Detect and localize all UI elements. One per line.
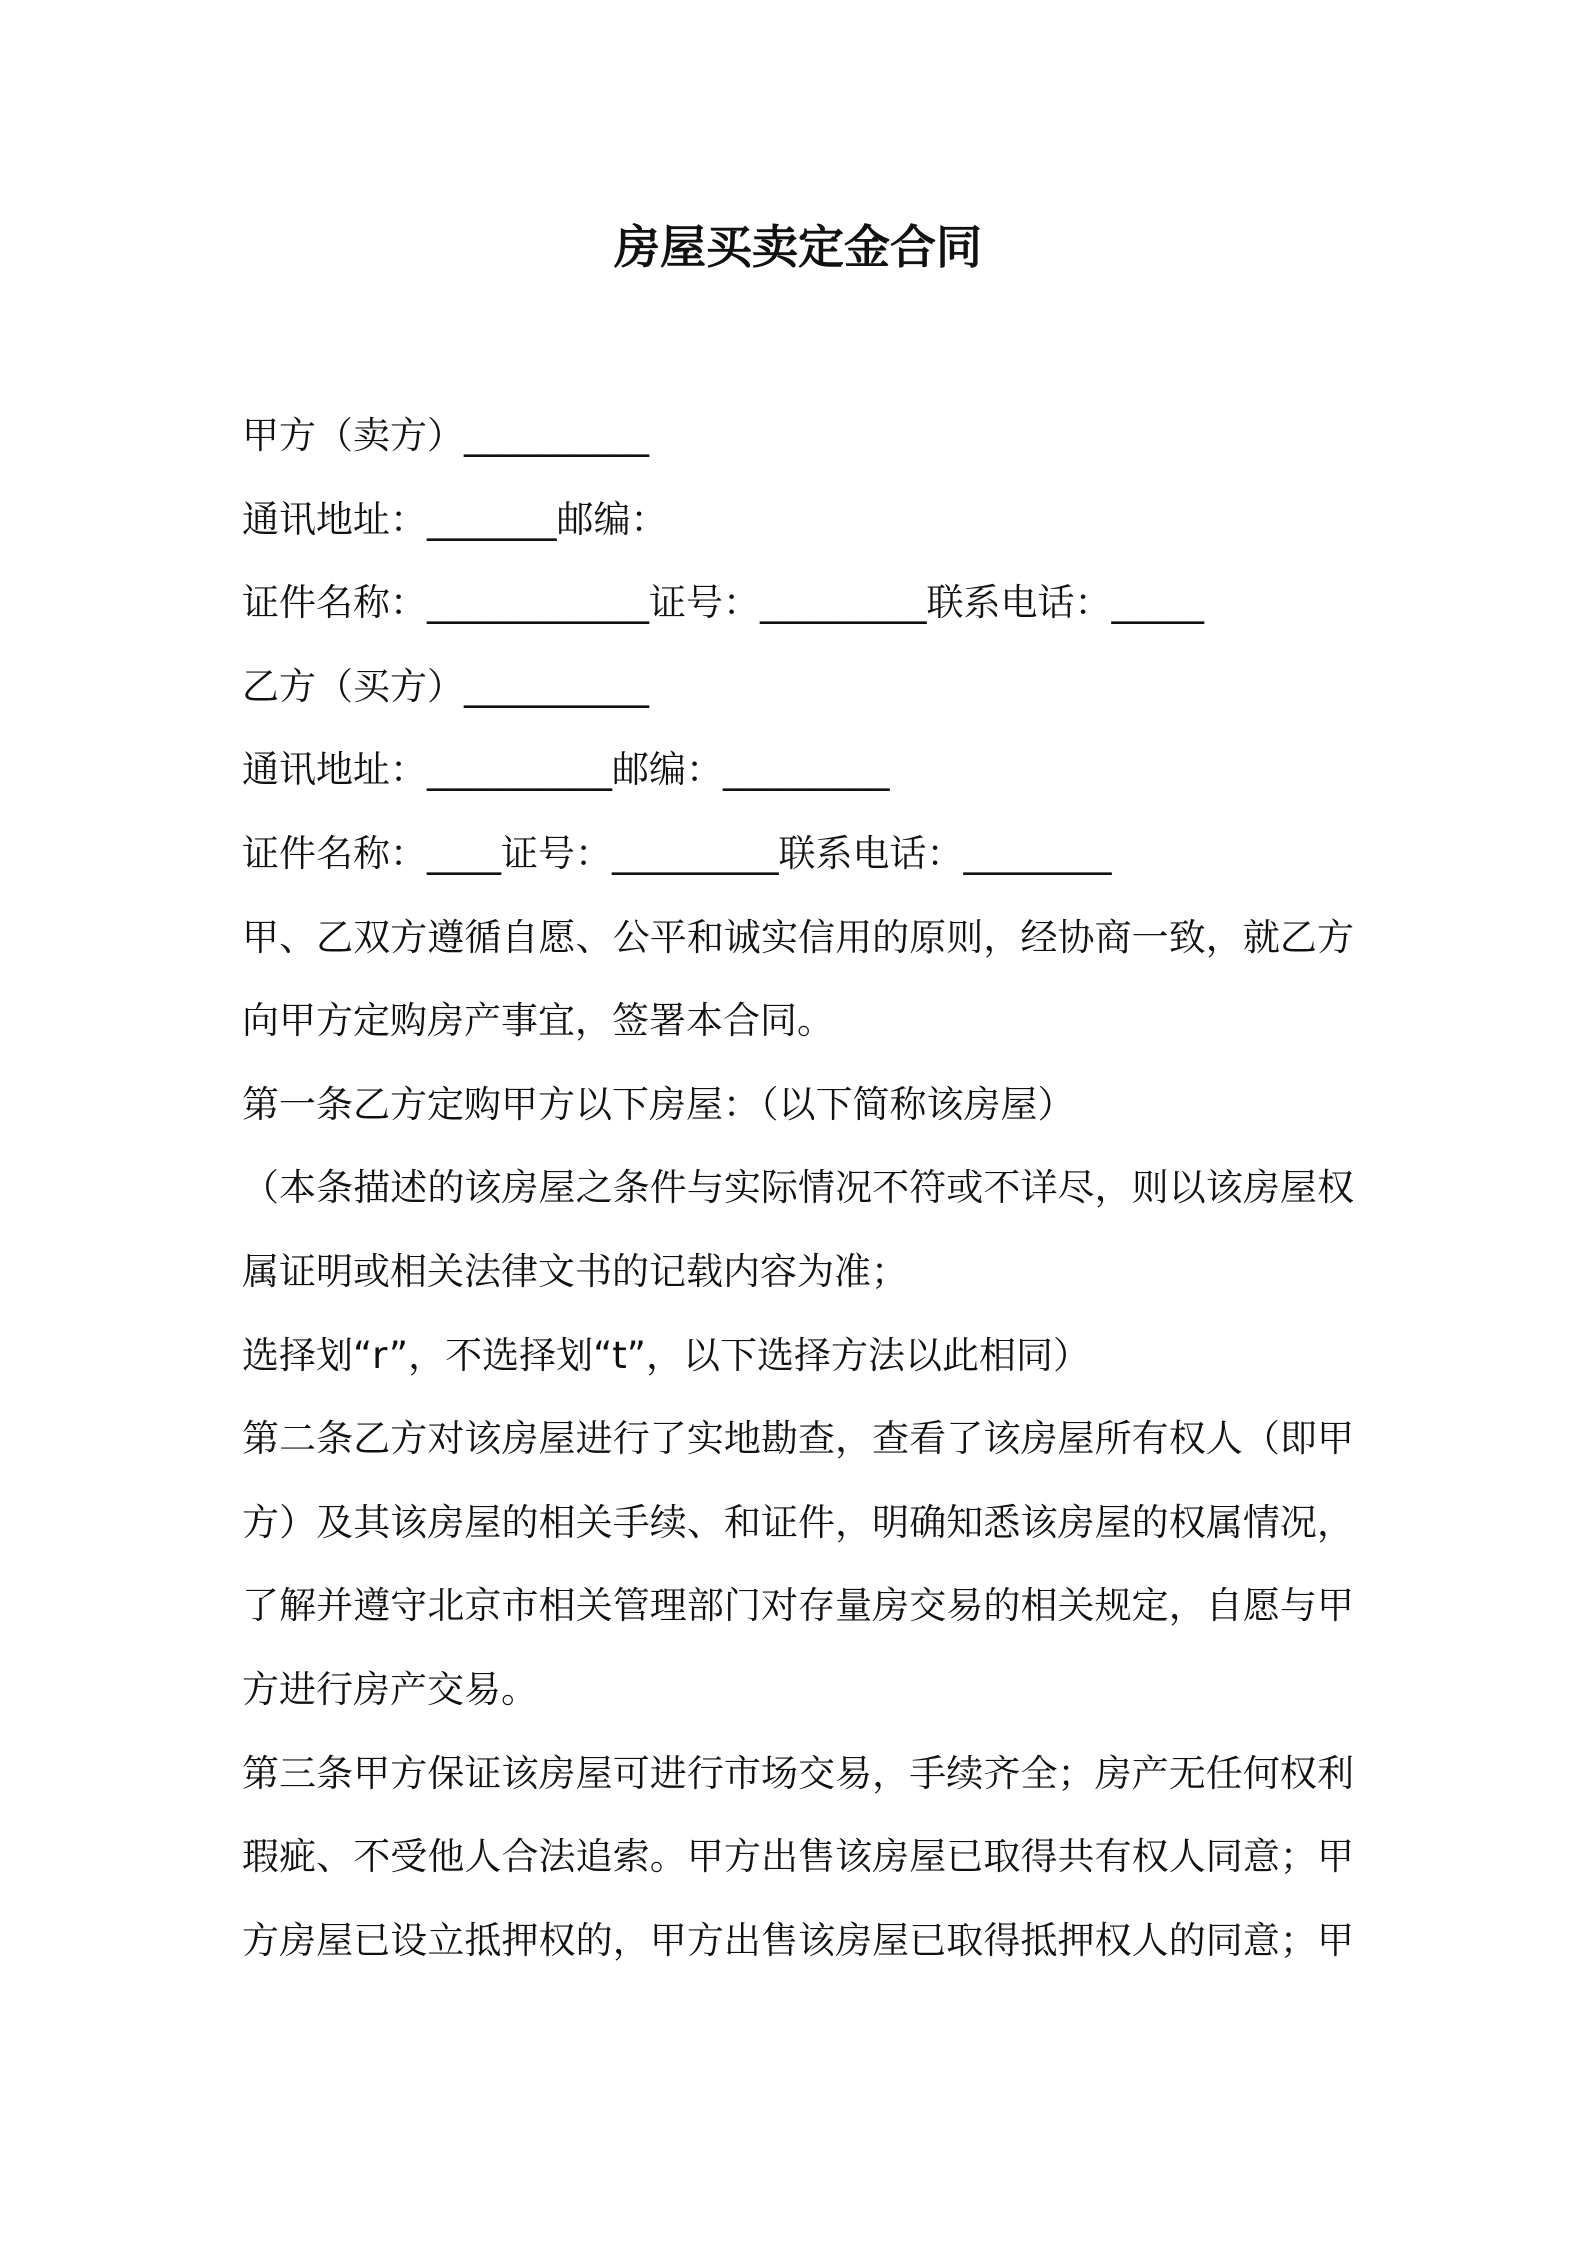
article-1-note-line: 选择划“r”，不选择划“t”，以下选择方法以此相同）	[242, 1333, 1090, 1377]
party-b-postcode-label: 邮编：	[612, 748, 723, 792]
party-a-id-type-label: 证件名称：	[242, 581, 427, 625]
article-1-text: 第一条乙方定购甲方以下房屋：（以下简称该房屋）	[242, 1082, 1075, 1126]
party-b-phone-label: 联系电话：	[778, 831, 964, 875]
party-b-phone-blank: ________	[963, 831, 1112, 875]
party-b-heading: 乙方（买方）	[242, 664, 464, 708]
party-a-heading: 甲方（卖方）	[242, 414, 464, 457]
party-b-name-line	[242, 645, 1354, 729]
party-b-id-number-blank: _________	[612, 831, 779, 875]
party-a-phone-label: 联系电话：	[926, 581, 1112, 625]
article-2-line: 方进行房产交易。	[242, 1667, 538, 1711]
party-b-address-label: 通讯地址：	[242, 748, 427, 792]
party-b-id-type-label: 证件名称：	[242, 831, 427, 875]
article-3-line: 瑕疵、不受他人合法追索。甲方出售该房屋已取得共有权人同意；甲	[242, 1835, 1354, 1879]
party-b-address-line	[242, 728, 1354, 812]
party-a-address-line	[242, 478, 1354, 562]
party-b-address-blank: __________	[427, 748, 612, 792]
party-a-name-blank: __________	[464, 414, 649, 457]
party-a-phone-blank: _____	[1111, 581, 1204, 625]
article-1-note-line: （本条描述的该房屋之条件与实际情况不符或不详尽，则以该房屋权	[242, 1166, 1354, 1210]
party-a-id-type-blank: ____________	[427, 581, 649, 625]
party-b-id-type-blank: ____	[427, 831, 501, 875]
party-a-id-line	[242, 561, 1354, 645]
preamble-line: 向甲方定购房产事宜，签署本合同。	[242, 999, 834, 1043]
article-2-line: 了解并遵守北京市相关管理部门对存量房交易的相关规定，自愿与甲	[242, 1584, 1354, 1628]
party-b-name-blank: __________	[464, 664, 649, 708]
party-a-postcode-label: 邮编：	[556, 497, 668, 541]
party-a-id-number-blank: _________	[760, 581, 927, 625]
article-2-line: 第二条乙方对该房屋进行了实地勘查，查看了该房屋所有权人（即甲	[242, 1417, 1354, 1461]
party-b-postcode-blank: _________	[723, 748, 890, 792]
party-a-address-label: 通讯地址：	[242, 497, 427, 541]
party-a-id-number-label: 证号：	[649, 581, 760, 625]
contract-body	[242, 394, 1354, 1982]
article-2-line: 方）及其该房屋的相关手续、和证件，明确知悉该房屋的权属情况，	[242, 1500, 1354, 1544]
article-3-line: 方房屋已设立抵押权的，甲方出售该房屋已取得抵押权人的同意；甲	[242, 1918, 1354, 1962]
party-b-id-line	[242, 812, 1354, 896]
document-title: 房屋买卖定金合同	[614, 220, 982, 274]
preamble-line: 甲、乙双方遵循自愿、公平和诚实信用的原则，经协商一致，就乙方	[242, 915, 1354, 959]
party-a-address-blank: _______	[427, 497, 557, 541]
article-3-line: 第三条甲方保证该房屋可进行市场交易，手续齐全；房产无任何权利	[242, 1751, 1354, 1795]
party-a-name-line	[242, 394, 1354, 478]
article-1-note-line: 属证明或相关法律文书的记载内容为准；	[242, 1249, 908, 1293]
party-b-id-number-label: 证号：	[501, 831, 612, 875]
